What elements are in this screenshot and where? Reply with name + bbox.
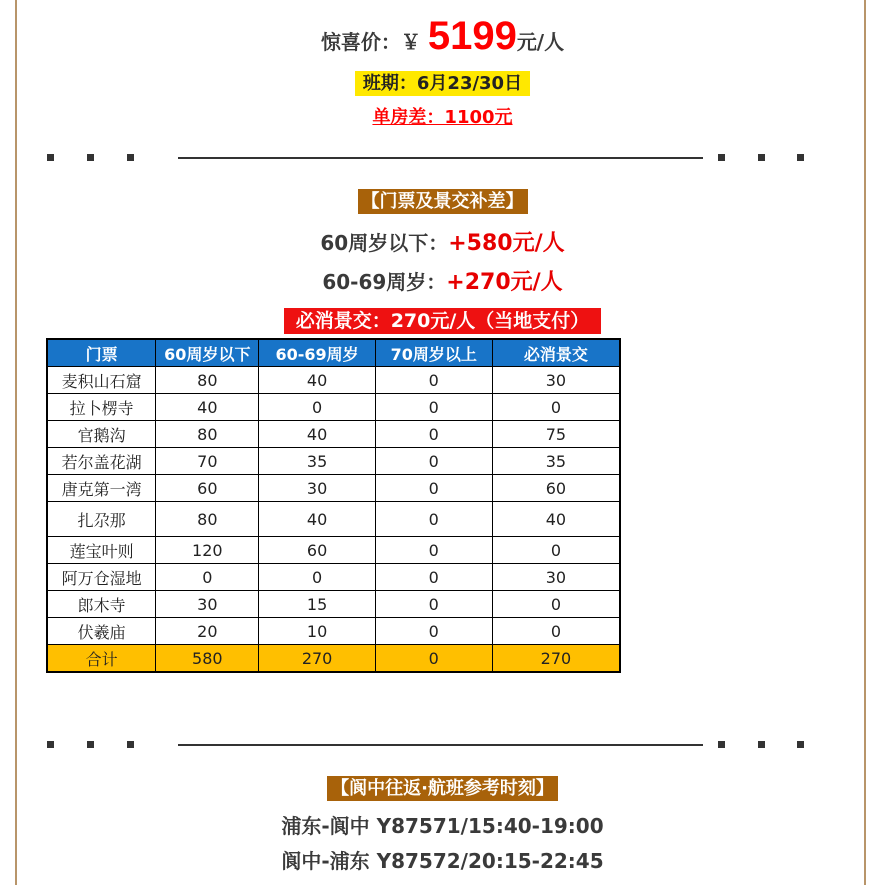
table-cell: 80 <box>156 421 259 448</box>
price-label: 惊喜价： <box>320 30 401 54</box>
table-cell: 0 <box>492 618 620 645</box>
table-cell: 0 <box>375 448 492 475</box>
section-divider <box>0 741 885 753</box>
column-header: 门票 <box>47 339 156 367</box>
table-row <box>47 591 620 618</box>
table-row <box>47 394 620 421</box>
table-cell: 0 <box>492 537 620 564</box>
table-cell: 0 <box>375 618 492 645</box>
table-row <box>47 537 620 564</box>
table-cell: 0 <box>375 502 492 537</box>
flight-section-title-text: 【阆中往返·航班参考时刻】 <box>327 776 558 801</box>
table-cell: 40 <box>156 394 259 421</box>
table-cell: 0 <box>492 591 620 618</box>
table-cell: 若尔盖花湖 <box>47 448 156 475</box>
ticket-section-title <box>0 187 885 213</box>
single-room-surcharge: 单房差：1100元 <box>372 107 513 128</box>
column-header: 60周岁以下 <box>156 339 259 367</box>
table-row <box>47 618 620 645</box>
flight-info: 阆中-浦东 Y87572/20:15-22:45 <box>281 849 604 873</box>
table-cell: 40 <box>492 502 620 537</box>
table-cell: 阿万仓湿地 <box>47 564 156 591</box>
table-cell: 扎尕那 <box>47 502 156 537</box>
price-unit: 元/人 <box>516 30 565 54</box>
surcharge-60-69 <box>0 265 885 296</box>
single-room-row <box>0 103 885 129</box>
table-cell: 40 <box>259 367 375 394</box>
period-label: 班期：6月23/30日 <box>355 71 530 96</box>
table-cell: 40 <box>259 421 375 448</box>
table-total-row <box>47 645 620 673</box>
table-cell: 30 <box>492 564 620 591</box>
table-row <box>47 475 620 502</box>
period-row <box>0 69 885 95</box>
table-cell: 0 <box>375 537 492 564</box>
table-cell: 60 <box>492 475 620 502</box>
flight-return <box>0 845 885 874</box>
table-cell: 20 <box>156 618 259 645</box>
table-cell: 580 <box>156 645 259 673</box>
table-cell: 40 <box>259 502 375 537</box>
surcharge-label: 60-69周岁： <box>322 270 447 294</box>
table-cell: 0 <box>375 645 492 673</box>
table-cell: 0 <box>375 475 492 502</box>
table-cell: 30 <box>156 591 259 618</box>
table-cell: 10 <box>259 618 375 645</box>
table-cell: 80 <box>156 367 259 394</box>
flight-info: 浦东-阆中 Y87571/15:40-19:00 <box>281 814 604 838</box>
table-cell: 合计 <box>47 645 156 673</box>
table-cell: 15 <box>259 591 375 618</box>
table-cell: 35 <box>259 448 375 475</box>
table-row <box>47 421 620 448</box>
ticket-section-title-text: 【门票及景交补差】 <box>358 189 528 214</box>
column-header: 必消景交 <box>492 339 620 367</box>
surcharge-under-60 <box>0 226 885 257</box>
table-cell: 0 <box>375 367 492 394</box>
table-cell: 0 <box>259 394 375 421</box>
table-cell: 拉卜楞寺 <box>47 394 156 421</box>
price-line <box>0 14 885 59</box>
mandatory-fee-row <box>0 306 885 333</box>
table-cell: 麦积山石窟 <box>47 367 156 394</box>
table-cell: 0 <box>375 564 492 591</box>
column-header: 60-69周岁 <box>259 339 375 367</box>
table-cell: 官鹅沟 <box>47 421 156 448</box>
surcharge-value: +580元/人 <box>448 231 565 256</box>
table-cell: 60 <box>259 537 375 564</box>
table-cell: 80 <box>156 502 259 537</box>
table-header-row <box>47 339 620 367</box>
table-cell: 35 <box>492 448 620 475</box>
table-row <box>47 448 620 475</box>
table-cell: 莲宝叶则 <box>47 537 156 564</box>
flight-outbound <box>0 810 885 839</box>
table-cell: 270 <box>259 645 375 673</box>
section-divider <box>0 154 885 166</box>
table-row <box>47 502 620 537</box>
table-cell: 0 <box>492 394 620 421</box>
table-cell: 0 <box>375 421 492 448</box>
surcharge-label: 60周岁以下： <box>320 231 449 255</box>
table-cell: 0 <box>156 564 259 591</box>
ticket-table <box>46 338 621 673</box>
table-cell: 30 <box>259 475 375 502</box>
table-cell: 伏羲庙 <box>47 618 156 645</box>
table-cell: 270 <box>492 645 620 673</box>
column-header: 70周岁以上 <box>375 339 492 367</box>
flight-section-title <box>0 774 885 800</box>
price-amount: 5199 <box>427 14 517 58</box>
table-row <box>47 564 620 591</box>
table-cell: 75 <box>492 421 620 448</box>
table-cell: 60 <box>156 475 259 502</box>
table-cell: 唐克第一湾 <box>47 475 156 502</box>
table-cell: 120 <box>156 537 259 564</box>
mandatory-fee-text: 必消景交：270元/人（当地支付） <box>284 308 602 334</box>
table-row <box>47 367 620 394</box>
table-cell: 郎木寺 <box>47 591 156 618</box>
price-currency: ￥ <box>400 30 421 54</box>
table-cell: 0 <box>259 564 375 591</box>
table-cell: 30 <box>492 367 620 394</box>
table-cell: 0 <box>375 394 492 421</box>
table-cell: 70 <box>156 448 259 475</box>
surcharge-value: +270元/人 <box>446 270 563 295</box>
table-cell: 0 <box>375 591 492 618</box>
